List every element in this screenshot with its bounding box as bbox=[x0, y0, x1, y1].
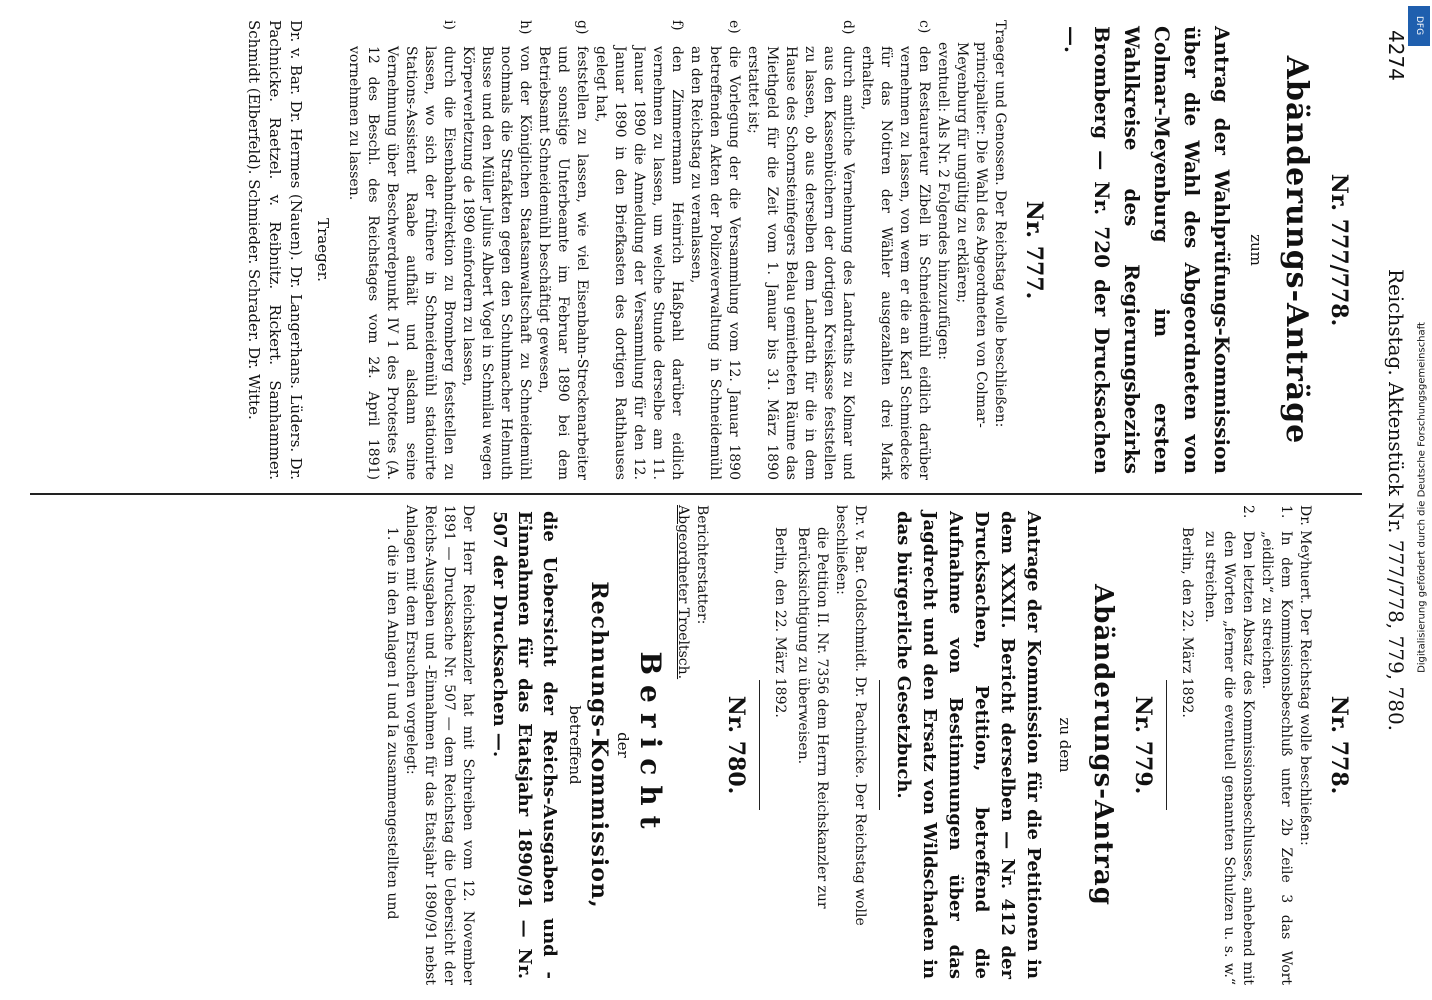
principal-motion: principaliter: Die Wahl des Abgeordneten von Colmar-Meyenburg für ungültig zu erklären; bbox=[954, 42, 989, 428]
date-line: Berlin, den 22. März 1892. bbox=[772, 527, 788, 718]
eventual-motion: eventuell: Als Nr. 2 Folgendes hinzuzufügen: bbox=[935, 42, 951, 360]
motion-item-text: von der Königlichen Staatsanwaltschaft zu Schneidemühl nochmals die Strafakten gegen den Schuhmacher Helmuth Busse und den Müller Julius Albert Vogel in Schmilau wegen Körperverletzung de 1890 einfordern zu lassen, bbox=[460, 46, 533, 480]
section-title: Abänderungs-Antrag bbox=[1088, 584, 1118, 906]
motion-item bbox=[458, 20, 534, 480]
dfg-watermark bbox=[1412, 8, 1428, 992]
motion-item-marker: e) bbox=[726, 20, 742, 34]
motion-intro: Dr. Meyhuert. Der Reichstag wolle beschließen: bbox=[1297, 505, 1313, 846]
running-title: Reichstag. Aktenstück Nr. 777/778, 779, 780. bbox=[1384, 268, 1408, 732]
motion-intro: Traeger und Genossen. Der Reichstag wolle beschließen: bbox=[992, 20, 1008, 428]
motion-text: die Petition II. Nr. 7356 dem Herrn Reichskanzler zur Berücksichtigung zu überweisen. bbox=[795, 527, 830, 909]
motion-item bbox=[857, 20, 933, 480]
motion-item-text: die Vorlegung der die Versammlung vom 12. Januar 1890 betreffenden Akten der Polizeiverwaltung in Schneidemühl an den Reichstag zu veranlassen, bbox=[688, 46, 742, 480]
motion-item-marker: i) bbox=[441, 20, 457, 30]
motion-item bbox=[686, 20, 743, 480]
reporter-name: Abgeordneter Troeltsch. bbox=[675, 505, 691, 680]
separator bbox=[879, 680, 880, 810]
motion-item-marker: h) bbox=[517, 20, 533, 35]
column-divider bbox=[30, 493, 1362, 495]
motion-item-text: feststellen zu lassen, wie viel Eisenbahn-Streckenarbeiter und sonstige Unterbeamte im Februar 1890 bei dem Betriebsamt Schneidemühl beschäftigt gewesen, bbox=[536, 46, 590, 480]
lead-paragraph: Antrag der Wahlprüfungs-Kommission über die Wahl des Abgeordneten von Colmar-Meyenburg im ersten Wahlkreise des Regierungsbezirks Bromberg — Nr. 720 der Drucksachen —. bbox=[1060, 26, 1234, 474]
page-number: 4274 bbox=[1384, 30, 1408, 81]
report-item: 1. die in den Anlagen I und Ia zusammengestellten und bbox=[384, 527, 400, 920]
watermark-text: Digitalisierung gefördert durch die Deutsche Forschungsgemeinschaft bbox=[1416, 322, 1428, 673]
motion-item-text: durch die Eisenbahndirektion zu Bromberg feststellen zu lassen, wo sich der frühere in Schneidemühl stationirte Stations-Assistent Raabe aufhält und alsdann seine Vernehmung über Beschwerdepunkt IV 1 des Protestes (A. 12 des Beschl. des Reichstages vom 24. April 1891) vornehmen zu lassen. bbox=[346, 46, 457, 480]
right-column bbox=[30, 505, 1362, 985]
motion-item-marker: 1. bbox=[1278, 505, 1294, 519]
motion-item-text: In dem Kommissionsbeschluß unter 2b Zeile 3 das Wort „eidlich“ zu streichen. bbox=[1259, 531, 1294, 985]
motion-item-text: den Zimmermann Heinrich Haßpahl darüber eidlich vernehmen zu lassen, um welche Stunde derselbe am 11. Januar 1890 die Anmeldung der Versammlung für den 12. Januar 1890 in den Briefkasten des dortigen Rathhauses gelegt hat, bbox=[593, 46, 685, 480]
left-column bbox=[30, 20, 1362, 480]
motion-items bbox=[1200, 505, 1295, 985]
lead-paragraph: die Uebersicht der Reichs-Ausgaben und -Einnahmen für das Etatsjahr 1890/91 — Nr. 507 der Drucksachen —. bbox=[489, 511, 560, 979]
motion-intro: Dr. v. Bar. Goldschmidt. Dr. Pachnicke. Der Reichstag wolle beschließen: bbox=[833, 505, 868, 926]
lead-paragraph: Antrage der Kommission für die Petitionen in dem XXXII. Bericht derselben — Nr. 412 der Drucksachen, Petition, betreffend die Aufnahme von Bestimmungen über das Jagdrecht und den Ersatz von Wildschaden in das bürgerliche Gesetzbuch. bbox=[893, 511, 1044, 979]
signers: Dr. v. Bar. Dr. Hermes (Nauen). Dr. Langerhans. Lüders. Dr. Pachnicke. Raetzel. v. Reibnitz. Rickert. Samhammer. Schmidt (Elberfeld). Schmieder. Schrader. Dr. Witte. bbox=[245, 20, 305, 480]
motion-items bbox=[344, 20, 933, 480]
motion-item bbox=[743, 20, 857, 480]
motion-item-marker: f) bbox=[669, 20, 685, 31]
signature: Traeger. bbox=[314, 218, 332, 282]
separator bbox=[1166, 680, 1167, 810]
motion-item bbox=[344, 20, 458, 480]
motion-item bbox=[534, 20, 591, 480]
section-number: Nr. 779. bbox=[1130, 695, 1156, 795]
reporter-label: Berichterstatter: bbox=[694, 505, 710, 625]
section-number: Nr. 780. bbox=[723, 695, 749, 795]
motion-item bbox=[591, 20, 686, 480]
motion-item-marker: g) bbox=[574, 20, 590, 35]
report-title: Bericht bbox=[634, 651, 667, 839]
motion-item bbox=[1257, 505, 1295, 985]
section-number: Nr. 777. bbox=[1021, 200, 1047, 300]
zu-dem-label: zu dem bbox=[1056, 717, 1074, 773]
separator bbox=[759, 680, 760, 810]
date-line: Berlin, den 22. März 1892. bbox=[1179, 527, 1195, 718]
section-number: Nr. 778. bbox=[1326, 695, 1352, 795]
section-title: Abänderungs-Anträge bbox=[1279, 55, 1314, 445]
zum-label: zum bbox=[1247, 234, 1265, 266]
motion-item-marker: c) bbox=[916, 20, 932, 34]
der-label: der bbox=[614, 732, 632, 758]
report-body: Der Herr Reichskanzler hat mit Schreiben vom 12. November 1891 — Drucksache Nr. 507 — dem Reichstag die Uebersicht der Reichs-Ausgaben und -Einnahmen für das Etatsjahr 1890/91 nebst Anlagen mit dem Ersuchen vorgelegt: bbox=[403, 505, 476, 985]
motion-item bbox=[1200, 505, 1257, 985]
motion-item-text: den Restaurateur Zibell in Schneidemühl eidlich darüber vernehmen zu lassen, von wem er die an Karl Schmiedecke für das Notiren der Wähler ausgezahlten drei Mark erhalten, bbox=[859, 46, 932, 480]
motion-item-text: Den letzten Absatz des Kommissionsbeschlusses, anhebend mit den Worten „ferner die eventuell genannten Schulzen u. s. w.“ zu streichen. bbox=[1202, 531, 1256, 985]
section-number: Nr. 777/778. bbox=[1326, 173, 1352, 327]
dfg-logo: DFG bbox=[1408, 6, 1430, 46]
motion-item-marker: d) bbox=[840, 20, 856, 35]
motion-item-text: durch amtliche Vernehmung des Landraths zu Kolmar und aus den Kassenbüchern der dortigen Kreiskasse feststellen zu lassen, ob aus derselben dem Landrath für die in dem Hause des Schornsteinfegers Belau gemietheten Räume das Miethgeld für die Zeit vom 1. Januar bis 31. März 1890 erstattet ist; bbox=[745, 46, 856, 480]
betreffend-label: betreffend bbox=[566, 705, 584, 785]
commission-name: Rechnungs-Kommission, bbox=[586, 581, 612, 909]
motion-item-marker: 2. bbox=[1240, 505, 1256, 519]
